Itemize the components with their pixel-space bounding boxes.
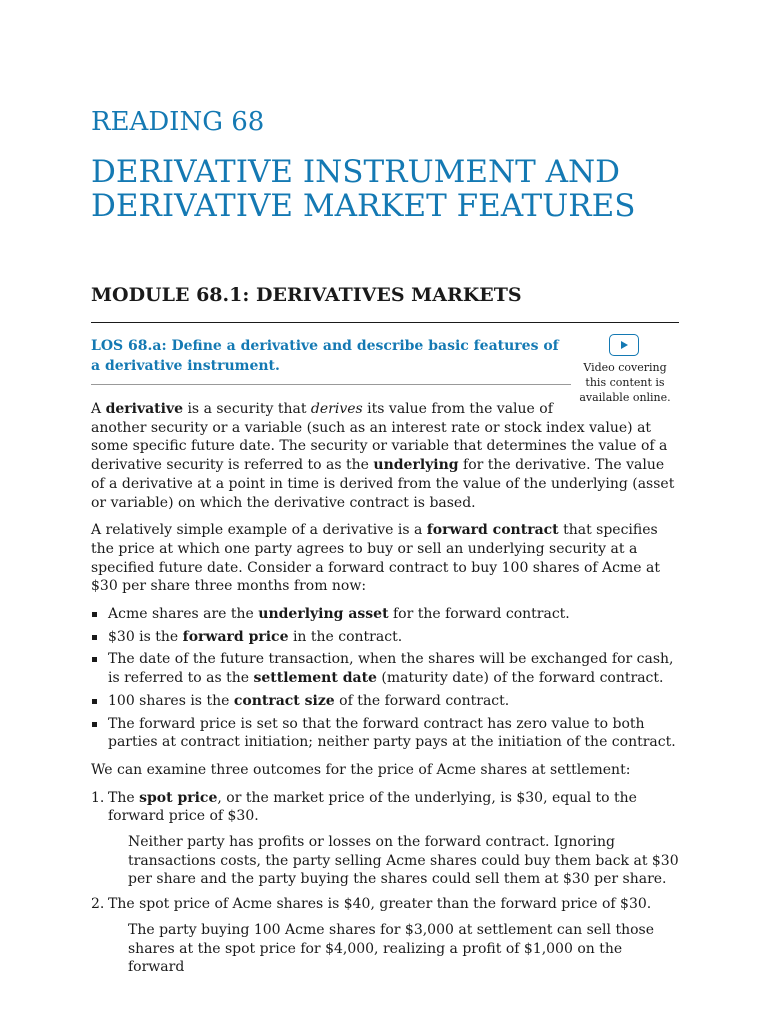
outcomes-intro-paragraph: We can examine three outcomes for the price of Acme shares at settlement: [91, 761, 631, 778]
term-contract-size: contract size [233, 692, 335, 709]
text-run: The date of the future transaction, when the shares will be exchanged for cash, is referred to as the [108, 651, 674, 687]
term-derivative: derivative [105, 401, 183, 417]
text-run: for the derivative. The value of a derivative at a point in time is derived from the value of the underlying (asset or variable) on which the derivative contract is based. [91, 457, 675, 511]
video-note [571, 360, 679, 405]
text-run: that specifies the price at which one party agrees to buy or sell an underlying security at a specified future date. Consider a forward contract to buy 100 shares of Acme at $30 per share three months from now: [91, 522, 660, 595]
reading-title-line-2: DERIVATIVE MARKET FEATURES [91, 188, 636, 224]
list-item [91, 628, 679, 647]
term-forward-price: forward price [182, 628, 289, 645]
list-number: 2. [91, 896, 105, 913]
emphasis-derives: derives [310, 401, 363, 417]
text-run: for the forward contract. [388, 606, 570, 623]
text-run: (maturity date) of the forward contract. [376, 670, 664, 687]
video-note-line-3: available online. [579, 391, 671, 404]
reading-title [91, 155, 731, 223]
text-run: in the contract. [288, 628, 403, 645]
text-run: $30 is the [108, 628, 183, 645]
text-run: A relatively simple example of a derivative is a [91, 522, 427, 539]
outcome-explanation: Neither party has profits or losses on the forward contract. Ignoring transactions costs, the party selling Acme shares could buy them back at $30 per share and the party buying the shares could sell them at $30 per share. [128, 834, 679, 888]
video-note-line-2: this content is [585, 376, 665, 389]
reading-label: READING 68 [91, 107, 265, 137]
list-number: 1. [91, 789, 105, 806]
outcome-explanation: The party buying 100 Acme shares for $3,000 at settlement can sell those shares at the spot price for $4,000, realizing a profit of $1,000 on the forward [128, 921, 654, 976]
term-spot-price: spot price [139, 789, 218, 806]
text-run: of the forward contract. [334, 692, 510, 709]
list-item [91, 650, 679, 687]
video-play-button[interactable] [609, 334, 639, 356]
term-underlying-asset: underlying asset [258, 606, 389, 623]
section-divider [91, 322, 679, 323]
list-item [91, 605, 679, 624]
body-text [91, 400, 679, 983]
text-run: 100 shares is the [108, 692, 234, 709]
module-heading: MODULE 68.1: DERIVATIVES MARKETS [91, 284, 522, 306]
los-divider [91, 384, 571, 385]
text-run: another security or a variable (such as an interest rate or stock index value) at some specific future date. The security or variable that determines the value of a derivative security is referred to as the [91, 419, 668, 474]
term-forward-contract: forward contract [426, 522, 559, 539]
list-item [91, 789, 679, 890]
forward-contract-paragraph [91, 521, 679, 596]
term-settlement-date: settlement date [253, 670, 377, 687]
text-run: Acme shares are the [108, 606, 259, 623]
play-icon [619, 340, 629, 350]
reading-title-line-1: DERIVATIVE INSTRUMENT AND [91, 154, 620, 190]
text-run: , or the market price of the underlying, is $30, equal to the forward price of $30. [108, 789, 637, 825]
forward-contract-features-list [91, 605, 679, 752]
derivative-definition-paragraph [91, 400, 679, 512]
text-run: The [108, 789, 140, 806]
text-run: its value from the value of [362, 401, 553, 417]
paragraph-first-line [91, 400, 679, 419]
text-run: A [91, 401, 106, 417]
outcomes-list [91, 789, 679, 977]
text-run: is a security that [183, 401, 311, 417]
list-item [91, 895, 679, 977]
text-run: The forward price is set so that the forward contract has zero value to both parties at contract initiation; neither party pays at the initiation of the contract. [108, 715, 676, 751]
los-statement: LOS 68.a: Define a derivative and describe basic features of a derivative instrument. [91, 338, 559, 374]
list-item [91, 715, 679, 752]
video-note-line-1: Video covering [583, 361, 667, 374]
list-item [91, 692, 679, 711]
text-run: The spot price of Acme shares is $40, greater than the forward price of $30. [108, 896, 652, 913]
term-underlying: underlying [373, 457, 459, 474]
